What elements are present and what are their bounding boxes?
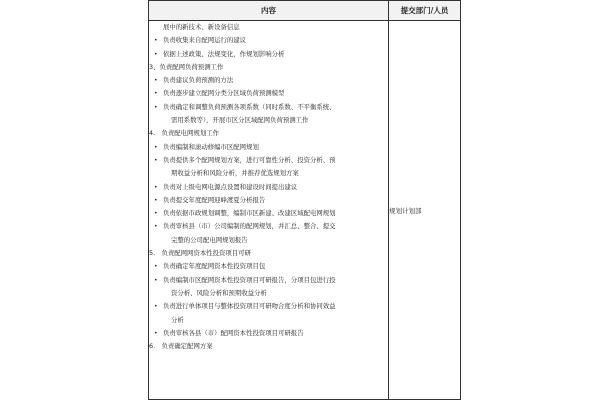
text-line <box>149 234 388 247</box>
bullet-item <box>149 141 388 154</box>
section-heading <box>149 247 388 260</box>
bullet-icon: • <box>154 143 158 151</box>
line-text: 负责收集来自配网运行的建议 <box>163 36 247 45</box>
line-text: 负责提交年度配网迎峰渡夏分析报告 <box>163 195 266 204</box>
bullet-item <box>149 48 388 61</box>
dept-cell: 规划计划部 <box>389 21 461 400</box>
bullet-item <box>149 154 388 167</box>
bullet-icon: • <box>154 103 158 111</box>
bullet-item <box>149 101 388 114</box>
line-text: 依据上述政策、法规变化，作规划影响分析 <box>163 49 285 58</box>
bullet-icon: • <box>154 37 158 45</box>
text-line <box>149 114 388 127</box>
bullet-item <box>149 300 388 313</box>
line-text: 4. 负责配电网规划工作 <box>149 129 220 138</box>
line-text: 负责编制和滚动修编市区配网规划 <box>163 142 259 151</box>
bullet-item <box>149 220 388 233</box>
line-text: 负责审核各县（市）配网资本性投资项目可研报告 <box>163 328 304 337</box>
bullet-icon: • <box>154 210 158 218</box>
line-text: 分析 <box>171 315 184 324</box>
bullet-icon: • <box>154 77 158 85</box>
line-text: 5. 负责配网网资本性投资项目可研 <box>149 249 251 258</box>
line-text: 负责进行单体项目与整体投资项目可研吻合度分析和协同效益 <box>163 302 336 311</box>
text-line <box>149 21 388 34</box>
bullet-icon: • <box>154 156 158 164</box>
line-text: 负责审核县（市）公司编制的配网规划，并汇总、整合、提交 <box>163 222 336 231</box>
bullet-item <box>149 274 388 287</box>
content-cell <box>149 21 389 400</box>
bullet-icon: • <box>154 303 158 311</box>
line-text: 负责依据市政规划调整，编制市区新建、改建区域配电网规划 <box>163 209 336 218</box>
line-text: 负责对上级电网电源点设置和建设时间提出建议 <box>163 182 298 191</box>
section-heading <box>149 340 388 353</box>
bullet-item <box>149 327 388 340</box>
line-text: 展中的新技术、新设备信息 <box>163 23 240 31</box>
line-text: 完整的公司配电网规划报告 <box>171 235 248 244</box>
line-text: 资分析、风险分析和预期收益分析 <box>171 288 267 297</box>
bullet-item <box>149 34 388 47</box>
header-dept: 提交部门/人员 <box>389 1 461 21</box>
line-text: 负责确定年度配网资本性投资项目包 <box>163 262 266 271</box>
line-text: 负责逐步建立配网分类分区域负荷预测模型 <box>163 89 285 98</box>
text-line <box>149 287 388 300</box>
line-text: 6. 负责确定配网方案 <box>149 342 213 351</box>
table-row <box>149 21 461 400</box>
bullet-icon: • <box>154 183 158 191</box>
bullet-icon: • <box>154 276 158 284</box>
line-text: 负责提供多个配网规划方案，进行可靠性分析、投资分析、预 <box>163 155 336 164</box>
line-text: 负责建议负荷预测的方法 <box>163 76 234 85</box>
line-text: 期收益分析和风险分析，并推荐优选规划方案 <box>171 169 299 178</box>
section-heading <box>149 127 388 140</box>
line-text: 3、负责配网负荷预测工作 <box>149 62 224 71</box>
bullet-icon: • <box>154 50 158 58</box>
text-line <box>149 314 388 327</box>
text-line <box>149 167 388 180</box>
line-text: 负责编制市区配网资本性投资项目可研报告，分项目包进行投 <box>163 275 336 284</box>
bullet-item <box>149 74 388 87</box>
bullet-icon: • <box>154 263 158 271</box>
header-content: 内容 <box>149 1 389 21</box>
section-heading <box>149 61 388 74</box>
line-text: 负责确定和调整负荷预测各项系数（同时系数、不平衡系统、 <box>163 102 336 111</box>
table-header-row <box>149 1 461 21</box>
line-text: 需用系数等），开展市区分区域配网负荷预测工作 <box>171 116 309 125</box>
responsibility-table <box>148 0 461 400</box>
bullet-icon: • <box>154 223 158 231</box>
bullet-icon: • <box>154 329 158 337</box>
bullet-item <box>149 194 388 207</box>
bullet-item <box>149 87 388 100</box>
bullet-icon: • <box>154 90 158 98</box>
bullet-item <box>149 260 388 273</box>
bullet-item <box>149 207 388 220</box>
bullet-icon: • <box>154 196 158 204</box>
bullet-item <box>149 181 388 194</box>
